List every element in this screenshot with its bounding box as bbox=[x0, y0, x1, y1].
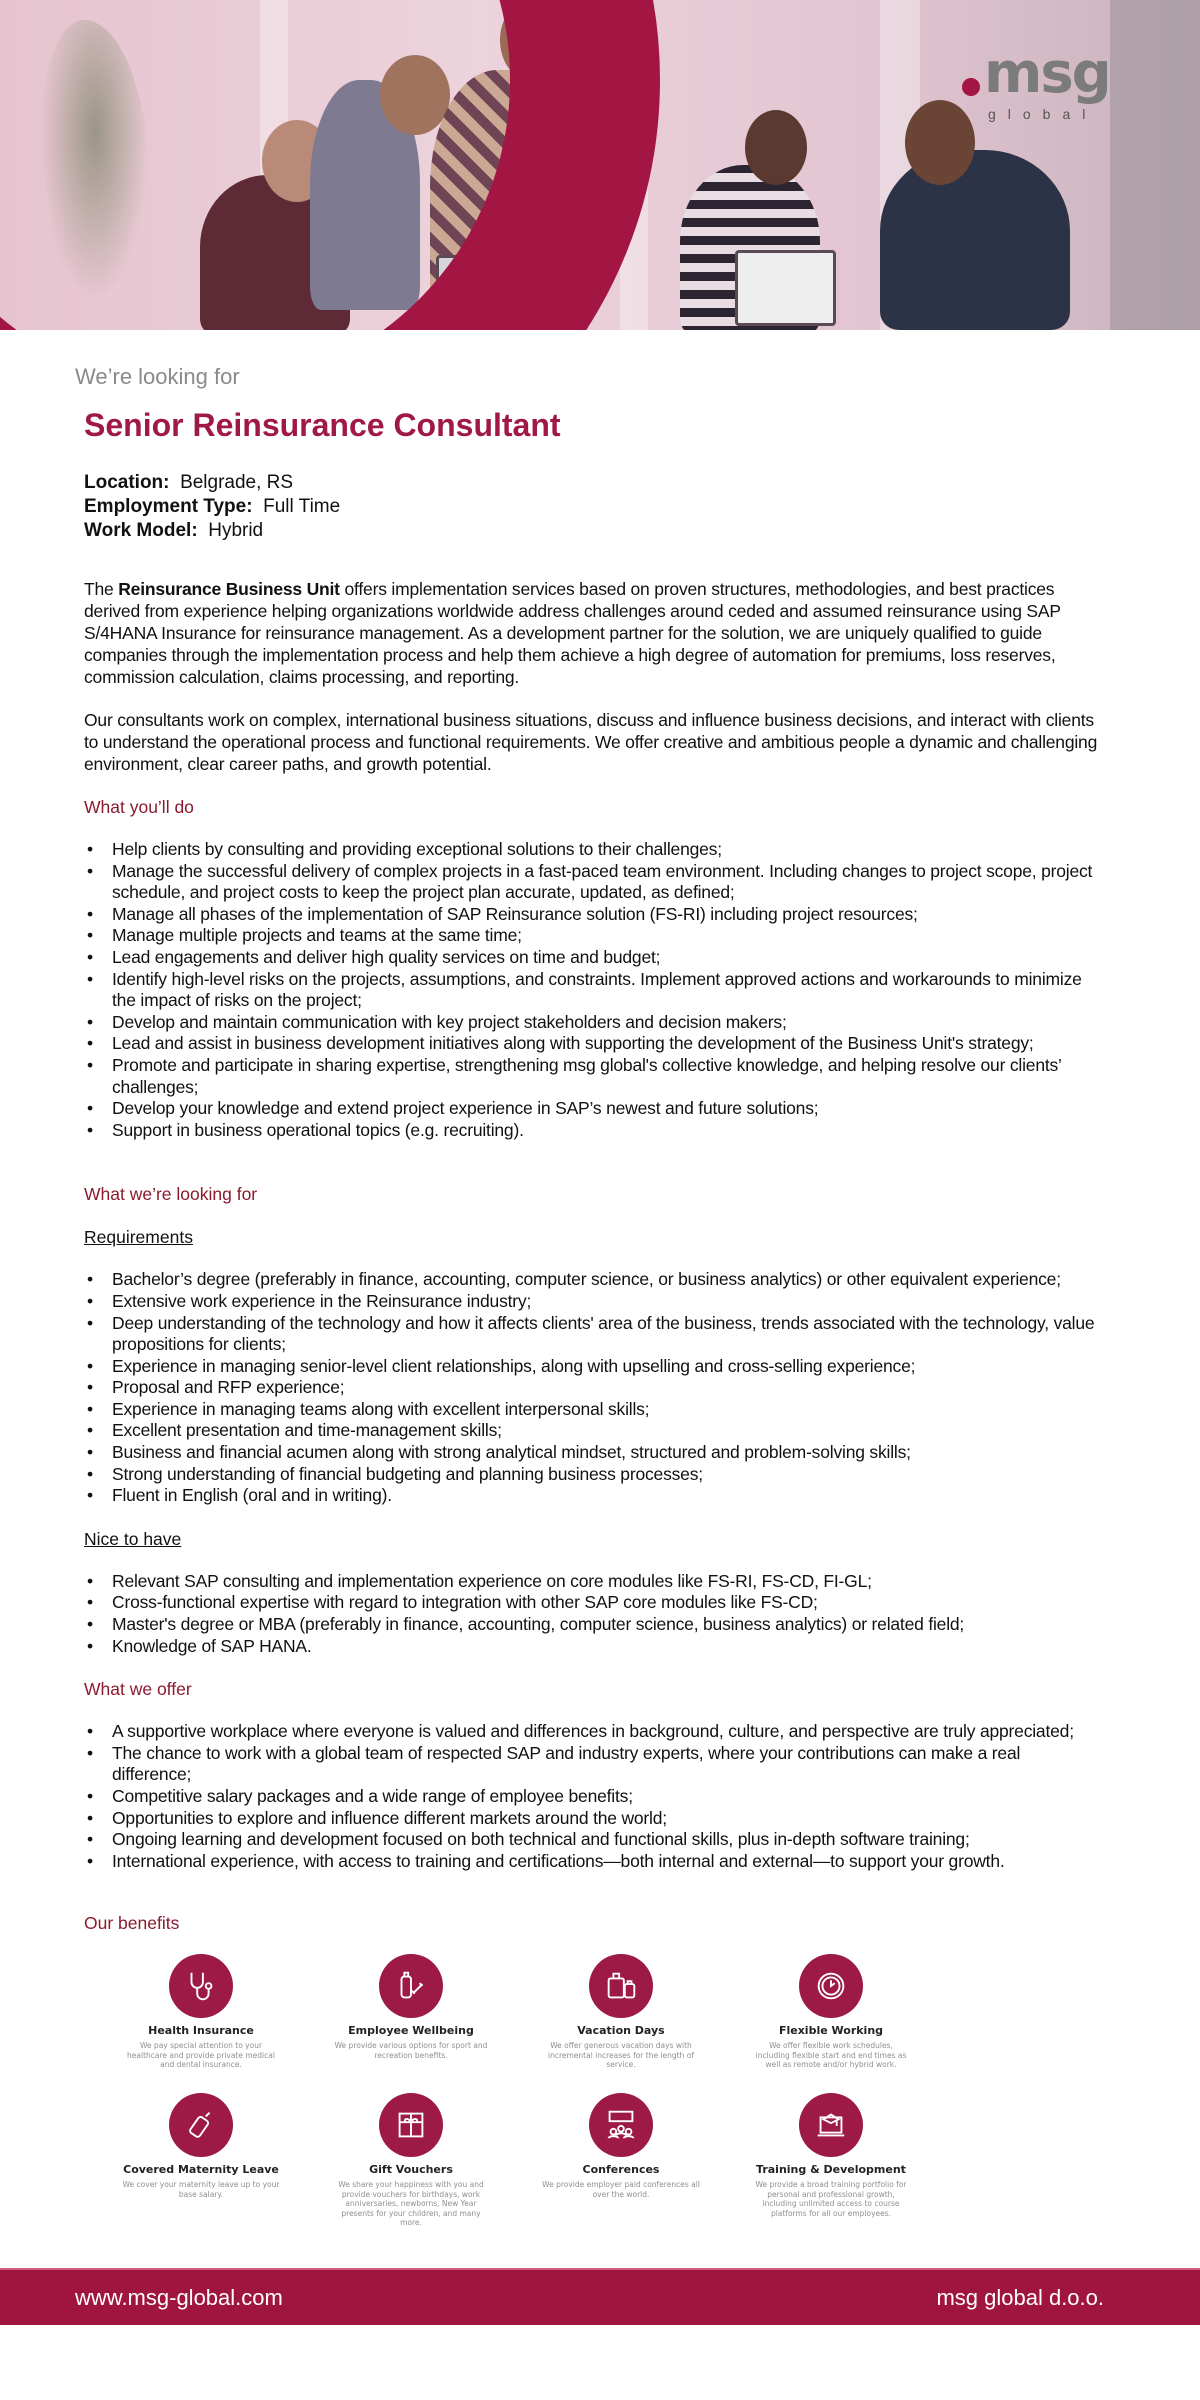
list-item: • Knowledge of SAP HANA. bbox=[84, 1636, 1104, 1658]
meta-value: Belgrade, RS bbox=[180, 472, 294, 493]
kicker-text: We’re looking for bbox=[75, 364, 240, 389]
benefit-card bbox=[516, 2091, 726, 2228]
graduation-laptop-icon bbox=[799, 2093, 863, 2157]
conference-icon bbox=[589, 2093, 653, 2157]
list-item: • Relevant SAP consulting and implementation experience on core modules like FS-RI, FS-CD, FI-GL; bbox=[84, 1571, 1104, 1593]
subheading-requirements: Requirements bbox=[84, 1227, 193, 1248]
consultants-paragraph: Our consultants work on complex, international business situations, discuss and influence business decisions, and interact with clients to understand the operational process and functional requirements. We offer creative and ambitious people a dynamic and challenging environment, clear career paths, and growth potential. bbox=[84, 710, 1098, 774]
benefit-description: We offer generous vacation days with incremental increases for the length of service. bbox=[548, 2041, 694, 2070]
list-item: • Ongoing learning and development focused on both technical and functional skills, plus in-depth software training; bbox=[84, 1829, 1104, 1851]
meta-employment bbox=[84, 495, 1104, 519]
job-title: Senior Reinsurance Consultant bbox=[84, 407, 561, 443]
footer-bar bbox=[0, 2268, 1200, 2325]
offer-list bbox=[84, 1721, 1104, 1872]
benefit-card bbox=[96, 2091, 306, 2228]
person-head bbox=[745, 110, 807, 185]
list-item: • Strong understanding of financial budgeting and planning business processes; bbox=[84, 1464, 1104, 1486]
list-item: • Competitive salary packages and a wide range of employee benefits; bbox=[84, 1786, 1104, 1808]
logo-dot bbox=[962, 78, 980, 96]
person-silhouette bbox=[880, 150, 1070, 330]
job-meta bbox=[84, 471, 1104, 543]
meta-value: Full Time bbox=[263, 496, 341, 517]
laptop-image bbox=[735, 250, 836, 326]
list-item: • Extensive work experience in the Reinsurance industry; bbox=[84, 1291, 1104, 1313]
meta-label: Employment Type: bbox=[84, 496, 253, 517]
benefit-title: Covered Maternity Leave bbox=[123, 2163, 279, 2177]
list-item: • International experience, with access to training and certifications—both internal and external—to support your growth. bbox=[84, 1851, 1104, 1873]
what-you-do-list bbox=[84, 839, 1104, 1141]
benefit-description: We share your happiness with you and provide vouchers for birthdays, work anniversaries, newborns, New Year presents for your children, and many more. bbox=[338, 2180, 484, 2228]
subheading-nice-to-have: Nice to have bbox=[84, 1528, 182, 1549]
intro-paragraph bbox=[84, 578, 1104, 688]
list-item: • Help clients by consulting and providing exceptional solutions to their challenges; bbox=[84, 839, 1104, 861]
benefit-description: We offer flexible work schedules, including flexible start and end times as well as remote and/or hybrid work. bbox=[755, 2041, 907, 2070]
suitcase-icon bbox=[589, 1954, 653, 2018]
benefit-card bbox=[726, 1952, 936, 2077]
list-item: • Lead and assist in business development initiatives along with supporting the development of the Business Unit's strategy; bbox=[84, 1033, 1104, 1055]
meta-label: Work Model: bbox=[84, 520, 198, 541]
intro-text: The bbox=[84, 579, 119, 599]
benefit-title: Conferences bbox=[582, 2163, 660, 2177]
list-item: • Experience in managing teams along with excellent interpersonal skills; bbox=[84, 1399, 1104, 1421]
benefit-title: Health Insurance bbox=[148, 2024, 254, 2038]
requirements-list bbox=[84, 1269, 1104, 1507]
section-heading-looking-for: What we’re looking for bbox=[84, 1184, 258, 1205]
clock-icon bbox=[799, 1954, 863, 2018]
list-item: • Develop your knowledge and extend project experience in SAP’s newest and future solutions; bbox=[84, 1098, 1104, 1120]
list-item: • Identify high-level risks on the projects, assumptions, and constraints. Implement approved actions and workarounds to minimize the impact of risks on the project; bbox=[84, 969, 1104, 1012]
benefit-title: Gift Vouchers bbox=[369, 2163, 453, 2177]
footer-spacer bbox=[0, 2228, 1200, 2268]
list-item: • Lead engagements and deliver high quality services on time and budget; bbox=[84, 947, 1104, 969]
benefit-title: Flexible Working bbox=[778, 2024, 884, 2038]
benefit-description: We cover your maternity leave up to your base salary. bbox=[122, 2180, 280, 2199]
meta-location bbox=[84, 471, 1104, 495]
meta-label: Location: bbox=[84, 472, 170, 493]
list-item: • Master's degree or MBA (preferably in finance, accounting, computer science, business analytics) or related field; bbox=[84, 1614, 1104, 1636]
list-item: • Develop and maintain communication with key project stakeholders and decision makers; bbox=[84, 1012, 1104, 1034]
list-item: • Excellent presentation and time-management skills; bbox=[84, 1420, 1104, 1442]
benefit-description: We provide a broad training portfolio for personal and professional growth, including unlimited access to course platforms for all our employees. bbox=[755, 2180, 907, 2218]
meta-value: Hybrid bbox=[208, 520, 264, 541]
list-item: • Promote and participate in sharing expertise, strengthening msg global's collective knowledge, and helping resolve our clients’ challenges; bbox=[84, 1055, 1104, 1098]
job-posting-body bbox=[0, 330, 1200, 1934]
list-item: • Manage multiple projects and teams at the same time; bbox=[84, 925, 1104, 947]
list-item: • Bachelor’s degree (preferably in finance, accounting, computer science, or business analytics) or other equivalent experience; bbox=[84, 1269, 1104, 1291]
benefit-card bbox=[516, 1952, 726, 2077]
logo-wordmark: msg bbox=[984, 41, 1110, 106]
footer-company-name: msg global d.o.o. bbox=[936, 2284, 1104, 2310]
intro-text: offers implementation services based on proven structures, methodologies, and best practices derived from experience helping organizations worldwide address challenges around ceded and assumed reinsurance using SAP S/4HANA Insurance for reinsurance management. As a development partner for the solution, we are uniquely qualified to guide companies through the implementation process and help them achieve a high degree of automation for premiums, loss reserves, commission calculation, claims processing, and reporting. bbox=[84, 579, 1061, 687]
list-item: • Support in business operational topics (e.g. recruiting). bbox=[84, 1120, 1104, 1142]
list-item: • Fluent in English (oral and in writing). bbox=[84, 1485, 1104, 1507]
benefit-title: Training & Development bbox=[756, 2163, 906, 2177]
list-item: • Business and financial acumen along with strong analytical mindset, structured and problem-solving skills; bbox=[84, 1442, 1104, 1464]
list-item: • A supportive workplace where everyone is valued and differences in background, culture, and perspective are truly appreciated; bbox=[84, 1721, 1104, 1743]
benefit-card bbox=[306, 2091, 516, 2228]
stethoscope-icon bbox=[169, 1954, 233, 2018]
brand-arc bbox=[0, 0, 660, 330]
logo-subtitle: global bbox=[988, 106, 1098, 122]
hero-banner bbox=[0, 0, 1200, 330]
footer-website-link[interactable]: www.msg-global.com bbox=[75, 2284, 283, 2310]
benefit-description: We provide various options for sport and recreation benefits. bbox=[334, 2041, 488, 2060]
list-item: • Manage all phases of the implementation of SAP Reinsurance solution (FS-RI) including project resources; bbox=[84, 904, 1104, 926]
list-item: • Deep understanding of the technology and how it affects clients' area of the business, trends associated with the technology, value propositions for clients; bbox=[84, 1313, 1104, 1356]
baby-bottle-icon bbox=[169, 2093, 233, 2157]
gift-icon bbox=[379, 2093, 443, 2157]
nice-to-have-list bbox=[84, 1571, 1104, 1657]
section-heading-benefits: Our benefits bbox=[84, 1913, 180, 1934]
list-item: • Opportunities to explore and influence different markets around the world; bbox=[84, 1808, 1104, 1830]
list-item: • Proposal and RFP experience; bbox=[84, 1377, 1104, 1399]
benefit-description: We provide employer paid conferences all over the world. bbox=[542, 2180, 700, 2199]
company-logo bbox=[962, 41, 1152, 126]
list-item: • Experience in managing senior-level client relationships, along with upselling and cross-selling experience; bbox=[84, 1356, 1104, 1378]
list-item: • Cross-functional expertise with regard to integration with other SAP core modules like FS-CD; bbox=[84, 1592, 1104, 1614]
list-item: • The chance to work with a global team of respected SAP and industry experts, where your contributions can make a real difference; bbox=[84, 1743, 1104, 1786]
benefit-title: Vacation Days bbox=[577, 2024, 665, 2038]
benefit-card bbox=[96, 1952, 306, 2077]
meta-work-model bbox=[84, 519, 1104, 543]
bottle-dumbbell-icon bbox=[379, 1954, 443, 2018]
intro-bold: Reinsurance Business Unit bbox=[118, 579, 340, 599]
section-heading-offer: What we offer bbox=[84, 1679, 192, 1700]
benefit-card bbox=[726, 2091, 936, 2228]
benefit-title: Employee Wellbeing bbox=[348, 2024, 474, 2038]
benefit-description: We pay special attention to your healthcare and provide private medical and dental insurance. bbox=[127, 2041, 275, 2070]
benefits-grid bbox=[96, 1952, 936, 2228]
list-item: • Manage the successful delivery of complex projects in a fast-paced team environment. Including changes to project scope, project schedule, and project costs to keep the project plan accurate, updated, as defined; bbox=[84, 861, 1104, 904]
section-heading-what-you-do: What you’ll do bbox=[84, 797, 194, 817]
benefit-card bbox=[306, 1952, 516, 2077]
